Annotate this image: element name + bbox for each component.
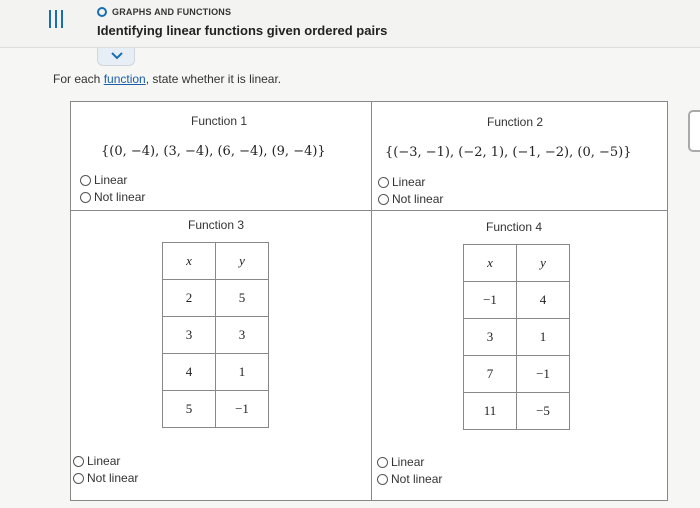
function-link[interactable]: function <box>103 72 146 86</box>
radio-icon <box>80 192 91 203</box>
prompt-text-end: , state whether it is linear. <box>145 72 282 86</box>
table-header-y: y <box>517 245 570 282</box>
cell-x: 2 <box>163 280 216 317</box>
prompt-text: For each <box>53 72 104 86</box>
radio-icon <box>377 474 388 485</box>
header-bar <box>0 0 700 48</box>
function-4-table <box>463 244 570 430</box>
cell-y: 1 <box>517 319 570 356</box>
question-prompt <box>53 72 281 86</box>
function-3-not-linear-option[interactable] <box>73 471 138 485</box>
option-label: Not linear <box>87 471 139 485</box>
table-row <box>464 319 570 356</box>
table-row <box>163 280 269 317</box>
cell-y: −1 <box>517 356 570 393</box>
radio-icon <box>377 457 388 468</box>
option-label: Not linear <box>94 190 146 204</box>
function-2-set: {(−3, −1), (−2, 1), (−1, −2), (0, −5)} <box>385 145 632 160</box>
function-4-not-linear-option[interactable] <box>377 472 442 486</box>
function-1-title: Function 1 <box>191 114 248 128</box>
radio-icon <box>73 473 84 484</box>
table-row <box>163 317 269 354</box>
function-4-title: Function 4 <box>486 220 543 234</box>
functions-grid <box>70 101 668 501</box>
radio-icon <box>80 175 91 186</box>
table-header-y: y <box>216 243 269 280</box>
table-row <box>163 391 269 428</box>
function-2-not-linear-option[interactable] <box>378 192 443 206</box>
menu-icon[interactable] <box>49 10 65 28</box>
topic-status-icon <box>97 7 107 17</box>
radio-icon <box>73 456 84 467</box>
table-header-x: x <box>464 245 517 282</box>
option-label: Not linear <box>391 472 443 486</box>
cell-x: −1 <box>464 282 517 319</box>
cell-x: 7 <box>464 356 517 393</box>
function-3-table <box>162 242 269 428</box>
option-label: Linear <box>94 173 128 187</box>
side-panel-tab[interactable] <box>688 110 700 152</box>
cell-y: −5 <box>517 393 570 430</box>
function-2-linear-option[interactable] <box>378 175 425 189</box>
function-2-title: Function 2 <box>487 115 544 129</box>
cell-x: 3 <box>464 319 517 356</box>
chevron-down-icon <box>111 52 123 60</box>
function-1-not-linear-option[interactable] <box>80 190 145 204</box>
cell-x: 3 <box>163 317 216 354</box>
table-header-x: x <box>163 243 216 280</box>
cell-y: 3 <box>216 317 269 354</box>
cell-y: −1 <box>216 391 269 428</box>
function-1-set: {(0, −4), (3, −4), (6, −4), (9, −4)} <box>101 144 326 159</box>
table-row <box>163 354 269 391</box>
cell-y: 1 <box>216 354 269 391</box>
cell-x: 5 <box>163 391 216 428</box>
cell-y: 5 <box>216 280 269 317</box>
option-label: Linear <box>87 454 121 468</box>
table-row <box>464 356 570 393</box>
function-1-linear-option[interactable] <box>80 173 127 187</box>
topic-label: GRAPHS AND FUNCTIONS <box>112 7 232 17</box>
function-3-title: Function 3 <box>188 218 245 232</box>
cell-x: 11 <box>464 393 517 430</box>
table-row <box>464 282 570 319</box>
page-title: Identifying linear functions given ordered pairs <box>97 23 388 38</box>
option-label: Linear <box>392 175 426 189</box>
table-row <box>464 393 570 430</box>
cell-x: 4 <box>163 354 216 391</box>
radio-icon <box>378 194 389 205</box>
option-label: Linear <box>391 455 425 469</box>
radio-icon <box>378 177 389 188</box>
collapse-toggle[interactable] <box>97 48 135 66</box>
cell-y: 4 <box>517 282 570 319</box>
option-label: Not linear <box>392 192 444 206</box>
function-3-linear-option[interactable] <box>73 454 120 468</box>
function-4-linear-option[interactable] <box>377 455 424 469</box>
